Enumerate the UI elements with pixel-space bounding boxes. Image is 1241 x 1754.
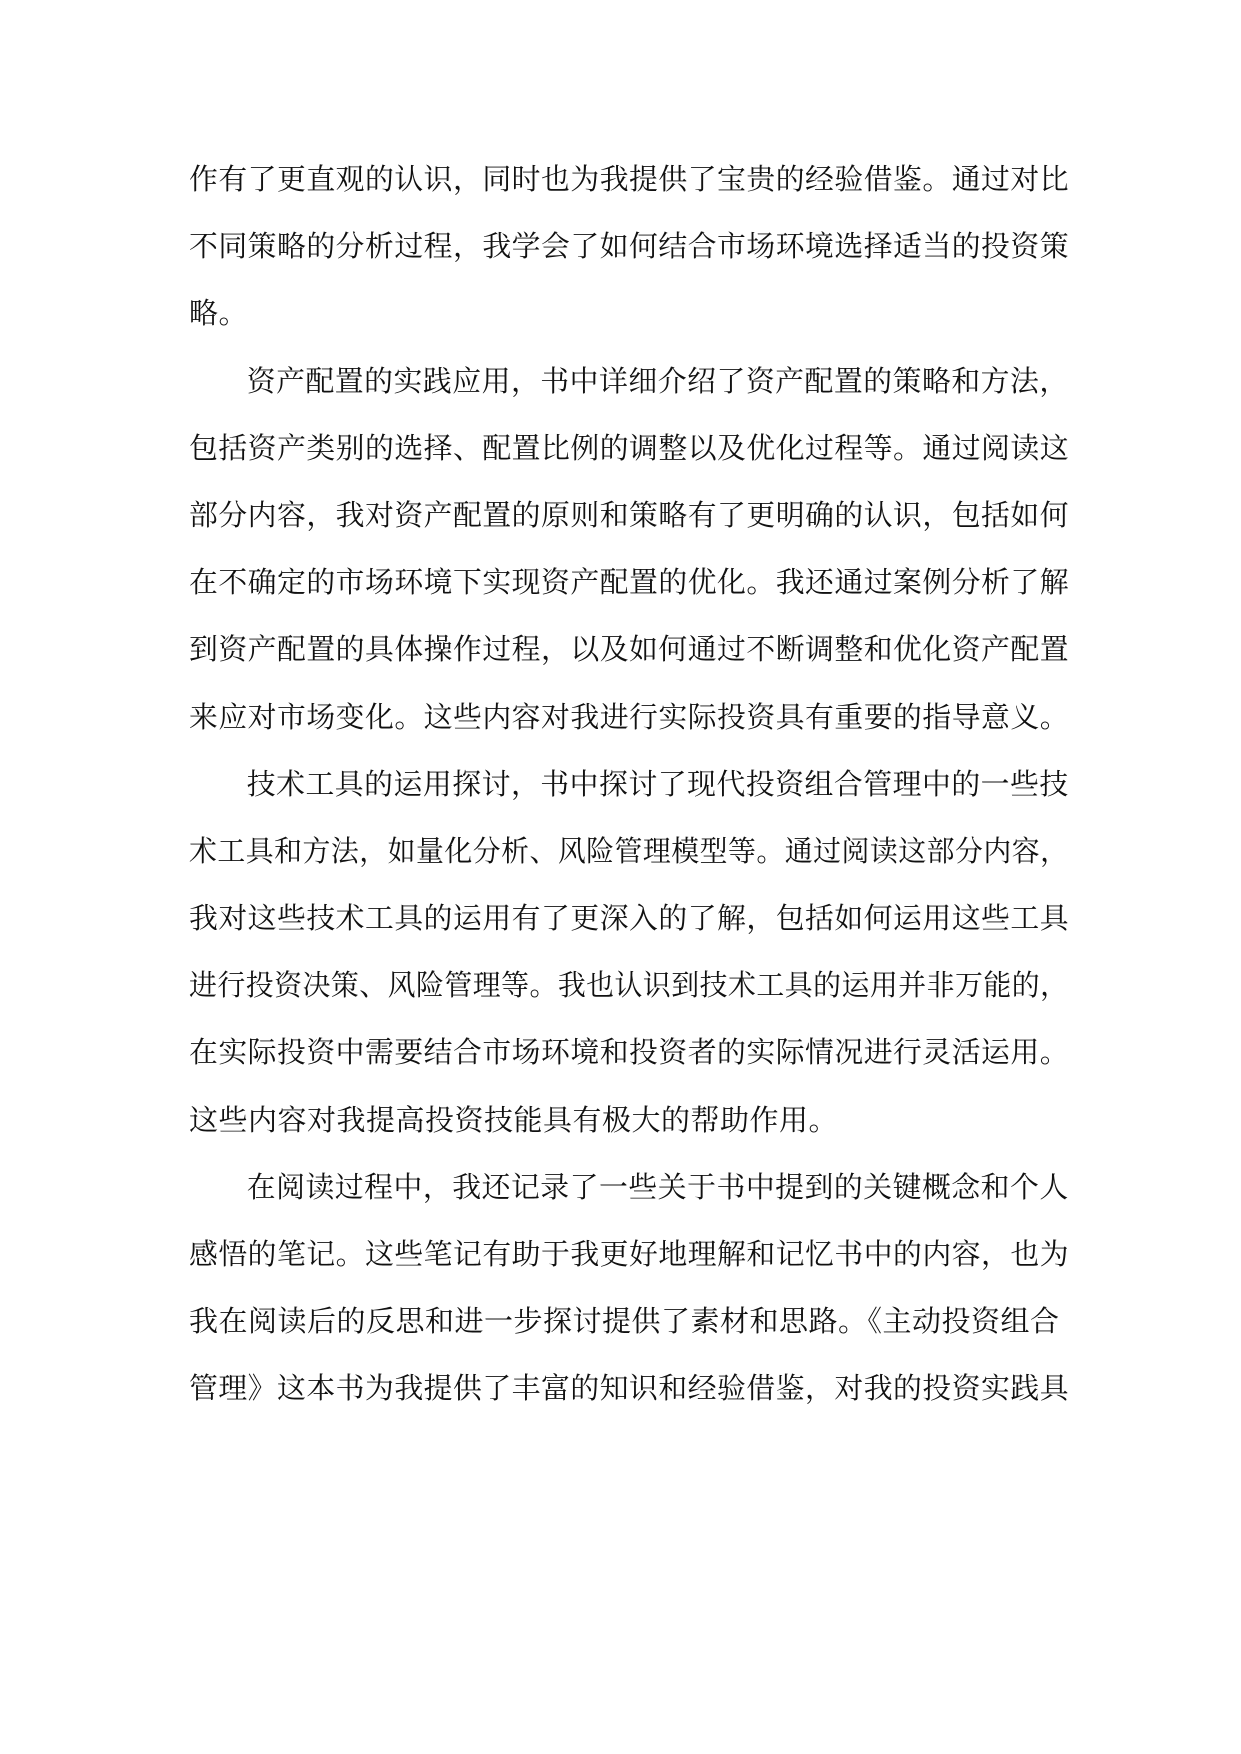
text-line: 我在阅读后的反思和进一步探讨提供了素材和思路。《主动投资组合 bbox=[189, 1304, 1060, 1339]
text-line: 这些内容对我提高投资技能具有极大的帮助作用。 bbox=[189, 1102, 839, 1137]
paragraph-start-line: 技术工具的运用探讨，书中探讨了现代投资组合管理中的一些技 bbox=[246, 766, 1069, 801]
text-line: 到资产配置的具体操作过程，以及如何通过不断调整和优化资产配置 bbox=[189, 632, 1070, 667]
text-line: 包括资产类别的选择、配置比例的调整以及优化过程等。通过阅读这 bbox=[189, 430, 1070, 465]
text-line: 术工具和方法，如量化分析、风险管理模型等。通过阅读这部分内容， bbox=[189, 833, 1069, 868]
text-line: 作有了更直观的认识，同时也为我提供了宝贵的经验借鉴。通过对比 bbox=[189, 162, 1070, 196]
text-line: 在不确定的市场环境下实现资产配置的优化。我还通过案例分析了解 bbox=[189, 565, 1070, 600]
text-line: 感悟的笔记。这些笔记有助于我更好地理解和记忆书中的内容，也为 bbox=[189, 1237, 1070, 1271]
paragraph-start-line: 在阅读过程中，我还记录了一些关于书中提到的关键概念和个人 bbox=[246, 1169, 1069, 1204]
text-line: 部分内容，我对资产配置的原则和策略有了更明确的认识，包括如何 bbox=[189, 497, 1070, 532]
paragraph-start-line: 资产配置的实践应用，书中详细介绍了资产配置的策略和方法， bbox=[246, 363, 1069, 398]
body-text bbox=[189, 146, 1069, 1423]
text-line: 管理》这本书为我提供了丰富的知识和经验借鉴，对我的投资实践具 bbox=[189, 1371, 1070, 1406]
text-line: 来应对市场变化。这些内容对我进行实际投资具有重要的指导意义。 bbox=[189, 699, 1070, 734]
text-line: 我对这些技术工具的运用有了更深入的了解，包括如何运用这些工具 bbox=[189, 901, 1070, 936]
text-line: 不同策略的分析过程，我学会了如何结合市场环境选择适当的投资策 bbox=[189, 229, 1070, 264]
text-line: 进行投资决策、风险管理等。我也认识到技术工具的运用并非万能的， bbox=[189, 968, 1069, 1003]
text-line: 在实际投资中需要结合市场环境和投资者的实际情况进行灵活运用。 bbox=[189, 1035, 1070, 1070]
text-line: 略。 bbox=[189, 296, 249, 331]
